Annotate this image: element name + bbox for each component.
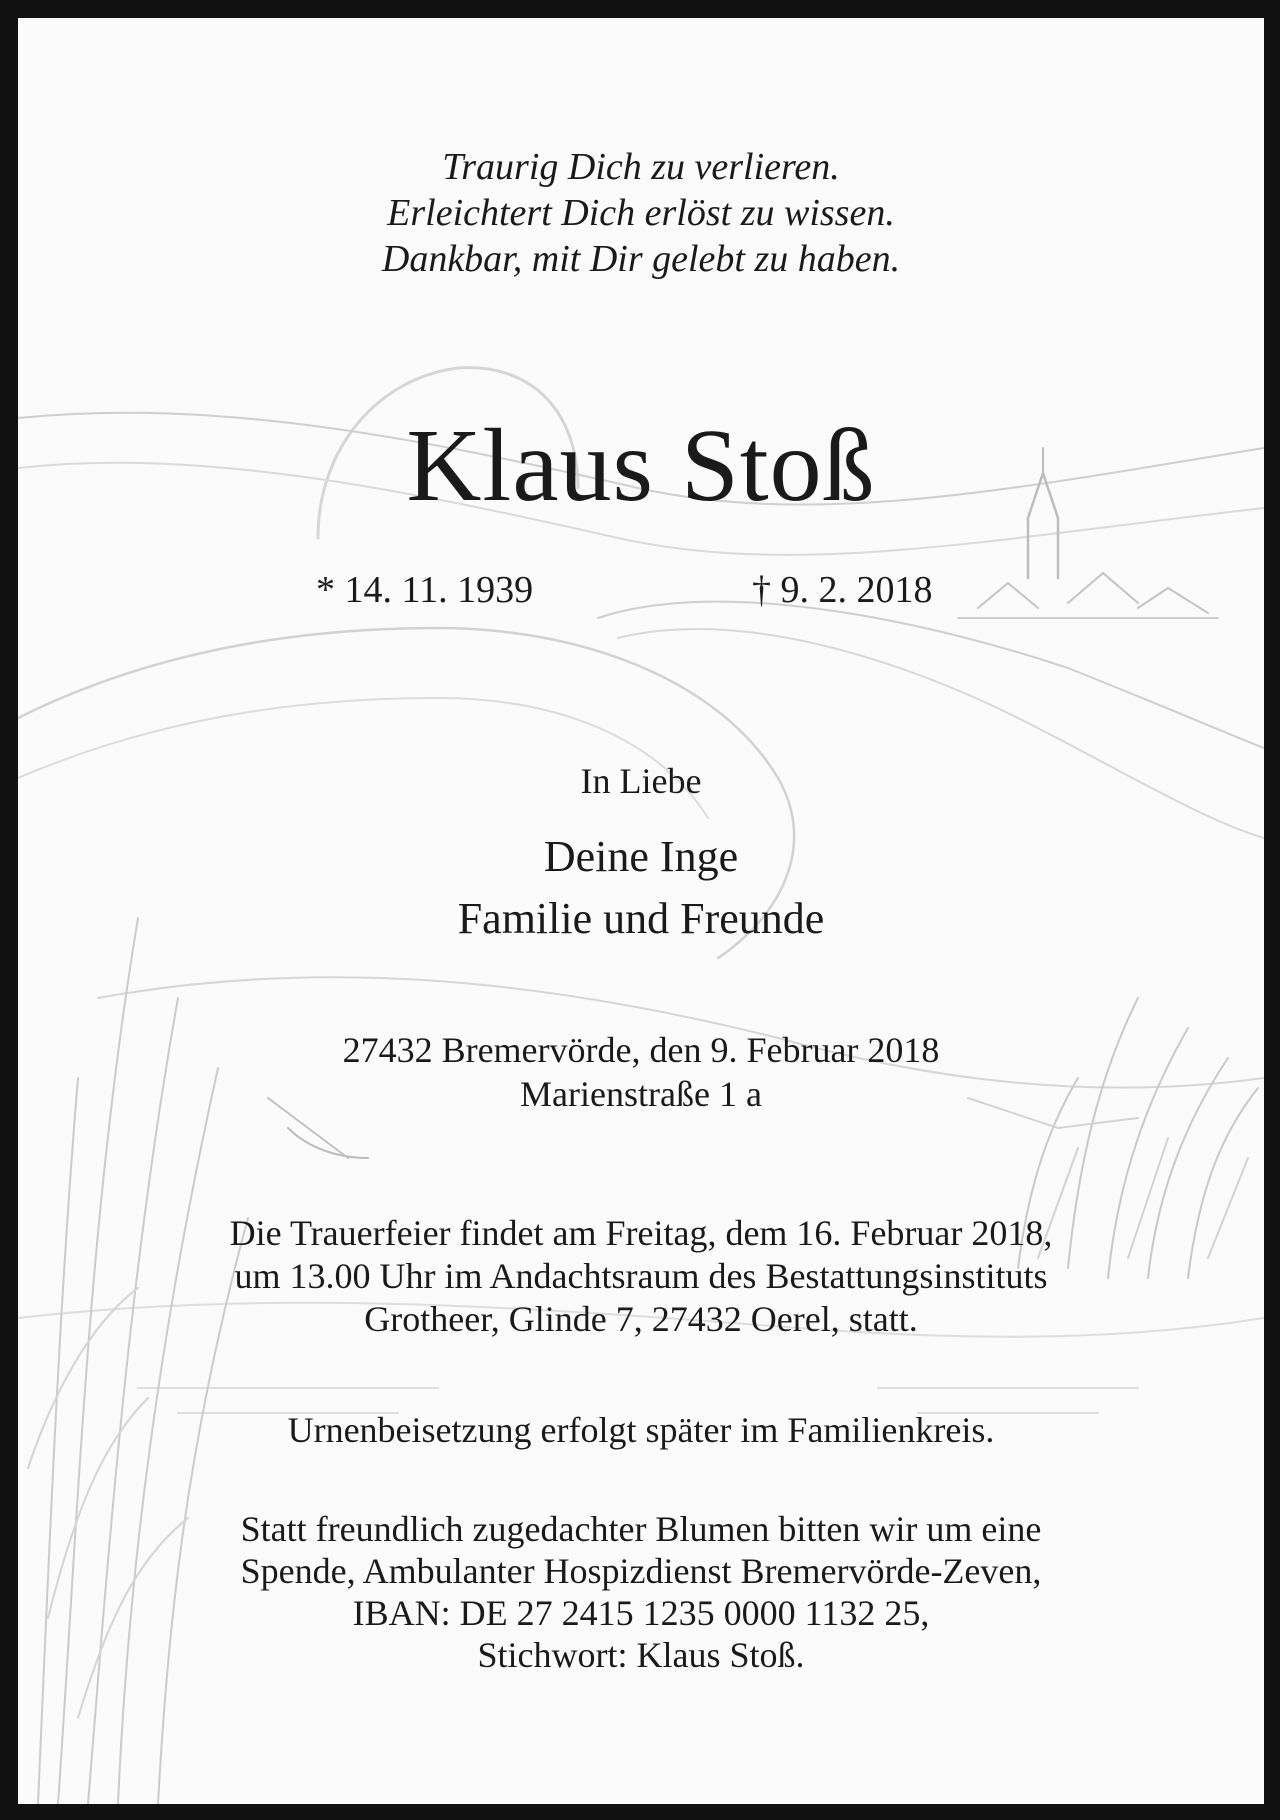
in-love-text: In Liebe bbox=[580, 761, 702, 801]
funeral-ceremony-info bbox=[18, 1212, 1264, 1341]
ceremony-line: Grotheer, Glinde 7, 27432 Oerel, statt. bbox=[364, 1299, 918, 1339]
signer-line: Deine Inge bbox=[543, 832, 739, 881]
motto-line: Erleichtert Dich erlöst zu wissen. bbox=[387, 192, 895, 234]
urn-burial-info: Urnenbeisetzung erfolgt später im Familienkreis. bbox=[287, 1410, 995, 1450]
donation-line: Spende, Ambulanter Hospizdienst Bremervörde-Zeven, bbox=[240, 1551, 1042, 1591]
deceased-name: Klaus Stoß bbox=[406, 408, 876, 523]
donation-line: IBAN: DE 27 2415 1235 0000 1132 25, bbox=[352, 1593, 930, 1633]
motto-line: Dankbar, mit Dir gelebt zu haben. bbox=[381, 238, 901, 280]
address-line: Marienstraße 1 a bbox=[520, 1074, 762, 1114]
notice-content bbox=[18, 18, 1264, 1804]
birth-date: * 14. 11. 1939 bbox=[316, 569, 534, 611]
donation-line: Statt freundlich zugedachter Blumen bitten wir um eine bbox=[240, 1509, 1042, 1549]
motto-line: Traurig Dich zu verlieren. bbox=[442, 146, 840, 188]
signer-line: Familie und Freunde bbox=[457, 894, 825, 943]
ceremony-line: um 13.00 Uhr im Andachtsraum des Bestattungsinstituts bbox=[234, 1256, 1048, 1296]
ceremony-line: Die Trauerfeier findet am Freitag, dem 16. Februar 2018, bbox=[229, 1213, 1053, 1253]
signers bbox=[18, 826, 1264, 950]
death-date: † 9. 2. 2018 bbox=[752, 569, 933, 611]
donation-line: Stichwort: Klaus Stoß. bbox=[477, 1635, 805, 1675]
donation-request bbox=[18, 1508, 1264, 1676]
address bbox=[18, 1028, 1264, 1116]
motto bbox=[18, 144, 1264, 282]
address-line: 27432 Bremervörde, den 9. Februar 2018 bbox=[342, 1030, 940, 1070]
obituary-notice bbox=[18, 18, 1264, 1804]
